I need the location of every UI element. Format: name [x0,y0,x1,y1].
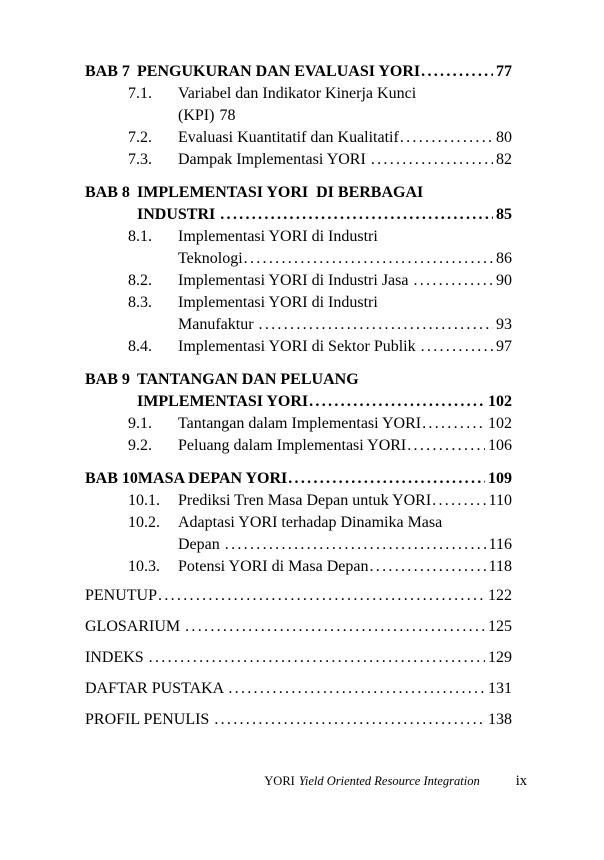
table-of-contents [85,61,512,731]
back-matter-page-number: 125 [488,618,512,635]
chapter-page-number: 102 [488,393,512,410]
toc-entry [85,292,512,314]
chapter-heading-row [85,468,512,490]
dot-leader [421,413,485,435]
entry-number: 10.1. [128,492,160,509]
toc-entry [85,270,512,292]
toc-entry [85,435,512,457]
toc-chapter-bab9 [85,369,512,457]
footer-book-code: YORI [264,774,295,788]
chapter-label: BAB 9 [85,371,130,388]
chapter-title: TANTANGAN DAN PELUANG [137,371,359,388]
dot-leader [406,435,485,457]
back-matter-title: DAFTAR PUSTAKA [85,680,228,697]
toc-chapter-bab8 [85,182,512,358]
entry-title-continued: Manufaktur [178,316,258,333]
toc-entry-continuation [85,248,512,270]
chapter-heading-continuation [85,204,512,226]
back-matter-entry-daftar-pustaka [85,678,512,700]
chapter-title: PENGUKURAN DAN EVALUASI YORI [137,63,421,80]
dot-leader [243,248,493,270]
entry-number: 9.1. [128,415,152,432]
toc-entry [85,336,512,358]
back-matter-entry-profil-penulis [85,709,512,731]
entry-title: Peluang dalam Implementasi YORI [178,437,407,454]
dot-leader [370,149,493,171]
dot-leader [227,678,485,700]
toc-entry [85,127,512,149]
dot-leader [399,127,493,149]
entry-number: 10.3. [128,558,160,575]
entry-page-number: 116 [488,536,512,553]
entry-page-number: 78 [219,107,236,124]
chapter-heading-row [85,182,512,204]
entry-number: 7.2. [128,129,152,146]
chapter-page-number: 109 [488,470,512,487]
entry-page-number: 97 [496,338,512,355]
footer-book-subtitle: Yield Oriented Resource Integration [298,774,480,788]
entry-page-number: 93 [496,316,512,333]
back-matter-page-number: 138 [488,711,512,728]
entry-number: 8.1. [128,228,152,245]
entry-number: 8.4. [128,338,152,355]
entry-title: Prediksi Tren Masa Depan untuk YORI [178,492,432,509]
toc-entry [85,413,512,435]
back-matter-entry-penutup [85,585,512,607]
entry-number: 9.2. [128,437,152,454]
entry-title: Variabel dan Indikator Kinerja Kunci [178,85,417,102]
chapter-title-continued: IMPLEMENTASI YORI [137,393,309,410]
dot-leader [431,490,485,512]
entry-number: 7.3. [128,151,152,168]
entry-title-continued: Teknologi [178,250,243,267]
back-matter-page-number: 129 [488,649,512,666]
toc-entry-continuation [85,105,512,127]
toc-entry [85,490,512,512]
chapter-page-number: 85 [496,206,512,223]
toc-chapter-bab10 [85,468,512,578]
chapter-label: BAB 8 [85,184,130,201]
dot-leader [213,709,485,731]
entry-title-continued: Depan [178,536,224,553]
dot-leader [157,585,485,607]
chapter-heading-continuation [85,391,512,413]
toc-entry [85,83,512,105]
entry-title: Dampak Implementasi YORI [178,151,370,168]
chapter-heading-row [85,61,512,83]
toc-chapter-bab7 [85,61,512,171]
back-matter-page-number: 122 [488,587,512,604]
back-matter-entry-glosarium [85,616,512,638]
footer-page-number: ix [515,773,527,789]
chapter-label: BAB 10 [85,470,138,487]
chapter-title: MASA DEPAN YORI [137,470,288,487]
entry-page-number: 82 [496,151,512,168]
entry-title: Potensi YORI di Masa Depan [178,558,369,575]
toc-entry [85,556,512,578]
entry-title: Implementasi YORI di Industri Jasa [178,272,413,289]
chapter-heading-row [85,369,512,391]
entry-title: Evaluasi Kuantitatif dan Kualitatif [178,129,399,146]
entry-title-continued: (KPI) [178,107,215,124]
page-footer [264,773,527,790]
entry-number: 8.2. [128,272,152,289]
back-matter-title: INDEKS [85,649,148,666]
chapter-title-continued: INDUSTRI [137,206,220,223]
toc-entry [85,512,512,534]
dot-leader [412,270,493,292]
entry-page-number: 86 [496,250,512,267]
dot-leader [148,647,485,669]
entry-page-number: 118 [488,558,512,575]
dot-leader [369,556,486,578]
back-matter-page-number: 131 [488,680,512,697]
entry-number: 10.2. [128,514,160,531]
back-matter-title: GLOSARIUM [85,618,185,635]
entry-title: Implementasi YORI di Industri [178,228,378,245]
toc-entry [85,149,512,171]
entry-title: Implementasi YORI di Sektor Publik [178,338,420,355]
entry-page-number: 80 [496,129,512,146]
chapter-page-number: 77 [496,63,512,80]
entry-page-number: 110 [488,492,512,509]
dot-leader [219,204,493,226]
entry-number: 8.3. [128,294,152,311]
entry-page-number: 102 [488,415,512,432]
dot-leader [287,468,485,490]
entry-title: Tantangan dalam Implementasi YORI [178,415,422,432]
entry-title: Adaptasi YORI terhadap Dinamika Masa [178,514,443,531]
chapter-label: BAB 7 [85,63,130,80]
toc-entry [85,226,512,248]
dot-leader [308,391,485,413]
chapter-title: IMPLEMENTASI YORI DI BERBAGAI [137,184,424,201]
dot-leader [224,534,486,556]
dot-leader [420,61,493,83]
dot-leader [184,616,485,638]
toc-entry-continuation [85,534,512,556]
entry-page-number: 106 [488,437,512,454]
back-matter-title: PROFIL PENULIS [85,711,214,728]
dot-leader [258,314,493,336]
entry-title: Implementasi YORI di Industri [178,294,378,311]
toc-entry-continuation [85,314,512,336]
back-matter-entry-indeks [85,647,512,669]
back-matter-title: PENUTUP [85,587,158,604]
entry-number: 7.1. [128,85,152,102]
entry-page-number: 90 [496,272,512,289]
dot-leader [420,336,493,358]
